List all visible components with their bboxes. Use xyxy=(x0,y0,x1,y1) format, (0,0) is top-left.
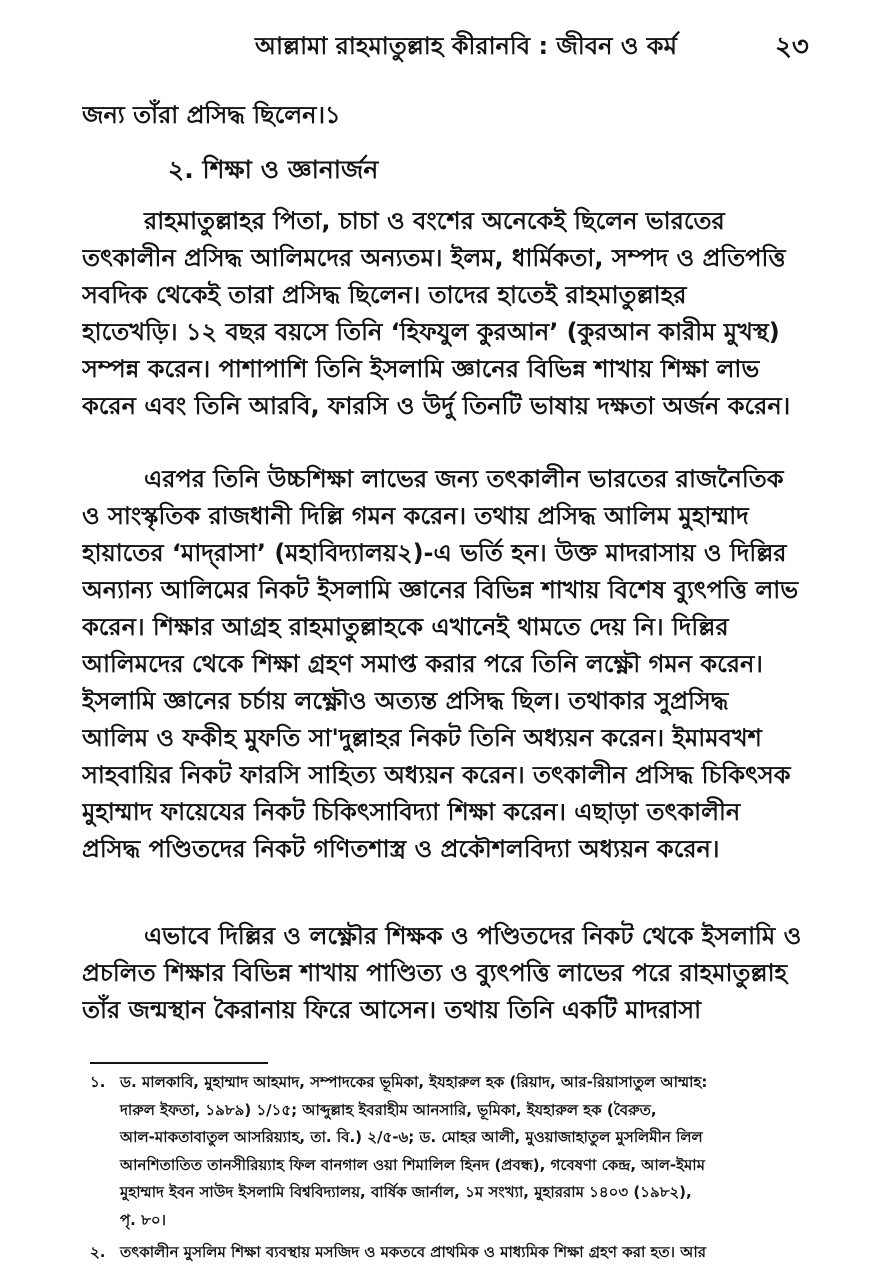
text-line: হাতেখড়ি। ১২ বছর বয়সে তিনি ‘হিফযুল কুরআন’ (কুরআন কারীম মুখস্থ) xyxy=(82,318,780,346)
text-line: এরপর তিনি উচ্চশিক্ষা লাভের জন্য তৎকালীন ভারতের রাজনৈতিক xyxy=(144,465,784,493)
section-heading: ২. শিক্ষা ও জ্ঞানার্জন xyxy=(168,155,379,184)
footnote-1-line: আল-মাকতাবাতুল আসরিয়্যাহ, তা. বি.) ২/৫-৬; ড. মোহর আলী, মুওয়াজাহাতুল মুসলিমীন লিল xyxy=(120,1128,703,1147)
footnote-1-line: পৃ. ৮০। xyxy=(120,1210,166,1229)
text-line: সবদিক থেকেই তারা প্রসিদ্ধ ছিলেন। তাদের হাতেই রাহমাতুল্লাহর xyxy=(82,281,687,309)
running-header-title: আল্লামা রাহমাতুল্লাহ কীরানবি : জীবন ও কর্ম xyxy=(255,32,677,60)
footnote-number: ২. xyxy=(90,1242,106,1261)
text-line: তৎকালীন প্রসিদ্ধ আলিমদের অন্যতম। ইলম, ধার্মিকতা, সম্পদ ও প্রতিপত্তি xyxy=(82,244,786,272)
text-line: আলিমদের থেকে শিক্ষা গ্রহণ সমাপ্ত করার পরে তিনি লক্ষ্ণৌ গমন করেন। xyxy=(82,650,763,678)
text-line: করেন। শিক্ষার আগ্রহ রাহমাতুল্লাহকে এখানেই থামতে দেয় নি। দিল্লির xyxy=(82,613,729,641)
paragraph-3 xyxy=(82,918,830,1029)
text-line: অন্যান্য আলিমের নিকট ইসলামি জ্ঞানের বিভিন্ন শাখায় বিশেষ ব্যুৎপত্তি লাভ xyxy=(82,576,799,604)
text-line: সাহবায়ির নিকট ফারসি সাহিত্য অধ্যয়ন করেন। তৎকালীন প্রসিদ্ধ চিকিৎসক xyxy=(82,761,791,789)
text-line: তাঁর জন্মস্থান কৈরানায় ফিরে আসেন। তথায় তিনি একটি মাদরাসা xyxy=(82,996,702,1024)
text-line: জন্য তাঁরা প্রসিদ্ধ ছিলেন।১ xyxy=(82,101,341,129)
footnotes xyxy=(90,1069,838,1266)
text-line: ও সাংস্কৃতিক রাজধানী দিল্লি গমন করেন। তথায় প্রসিদ্ধ আলিম মুহাম্মাদ xyxy=(82,502,749,530)
text-line: সম্পন্ন করেন। পাশাপাশি তিনি ইসলামি জ্ঞানের বিভিন্ন শাখায় শিক্ষা লাভ xyxy=(82,355,760,383)
text-line: করেন এবং তিনি আরবি, ফারসি ও উর্দু তিনটি ভাষায় দক্ষতা অর্জন করেন। xyxy=(82,392,791,420)
text-line: ইসলামি জ্ঞানের চর্চায় লক্ষ্ণৌও অত্যন্ত প্রসিদ্ধ ছিল। তথাকার সুপ্রসিদ্ধ xyxy=(82,687,729,715)
paragraph-1 xyxy=(82,203,830,425)
footnote-1-line: আনশিতাতিত তানসীরিয়্যাহ ফিল বানগাল ওয়া শিমালিল হিনদ (প্রবন্ধ), গবেষণা কেন্দ্র, আল-ইমাম xyxy=(120,1155,705,1174)
footnote-divider xyxy=(90,1062,268,1064)
page-number: ২৩ xyxy=(775,32,809,62)
text-line: প্রচলিত শিক্ষার বিভিন্ন শাখায় পাণ্ডিত্য ও ব্যুৎপত্তি লাভের পরে রাহমাতুল্লাহ xyxy=(82,959,788,987)
text-line: মুহাম্মাদ ফায়েযের নিকট চিকিৎসাবিদ্যা শিক্ষা করেন। এছাড়া তৎকালীন xyxy=(82,798,741,826)
footnote-text: ড. মালকাবি, মুহাম্মাদ আহমাদ, সম্পাদকের ভূমিকা, ইযহারুল হক (রিয়াদ, আর-রিয়াসাতুল আম্মাহ: xyxy=(120,1073,708,1091)
footnote-1-line: দারুল ইফতা, ১৯৮৯) ১/১৫; আব্দুল্লাহ ইবরাহীম আনসারি, ভূমিকা, ইযহারুল হক (বৈরুত, xyxy=(120,1100,657,1119)
text-line: এভাবে দিল্লির ও লক্ষ্ণৌর শিক্ষক ও পণ্ডিতদের নিকট থেকে ইসলামি ও xyxy=(144,922,802,950)
paragraph-2 xyxy=(82,461,830,868)
footnote-number: ১. xyxy=(90,1073,106,1091)
text-line: আলিম ও ফকীহ মুফতি সা'দুল্লাহর নিকট তিনি অধ্যয়ন করেন। ইমামবখশ xyxy=(82,724,762,752)
intro-paragraph xyxy=(82,97,830,134)
text-line: হায়াতের ‘মাদ্‌রাসা’ (মহাবিদ্যালয়২)-এ ভর্তি হন। উক্ত মাদরাসায় ও দিল্লির xyxy=(82,539,787,567)
running-header xyxy=(0,22,870,62)
footnote-1-line xyxy=(90,1069,838,1097)
text-line: রাহমাতুল্লাহর পিতা, চাচা ও বংশের অনেকেই ছিলেন ভারতের xyxy=(144,207,725,235)
footnote-text: তৎকালীন মুসলিম শিক্ষা ব্যবস্থায় মসজিদ ও মকতবে প্রাথমিক ও মাধ্যমিক শিক্ষা গ্রহণ করা হত। আর xyxy=(120,1242,706,1261)
footnote-1-line: মুহাম্মাদ ইবন সাউদ ইসলামি বিশ্ববিদ্যালয়, বার্ষিক জার্নাল, ১ম সংখ্যা, মুহাররাম ১৪০৩ (১৯৮২), xyxy=(120,1183,692,1202)
text-line: প্রসিদ্ধ পণ্ডিতদের নিকট গণিতশাস্ত্র ও প্রকৌশলবিদ্যা অধ্যয়ন করেন। xyxy=(82,835,720,863)
footnote-2-line xyxy=(90,1239,838,1267)
